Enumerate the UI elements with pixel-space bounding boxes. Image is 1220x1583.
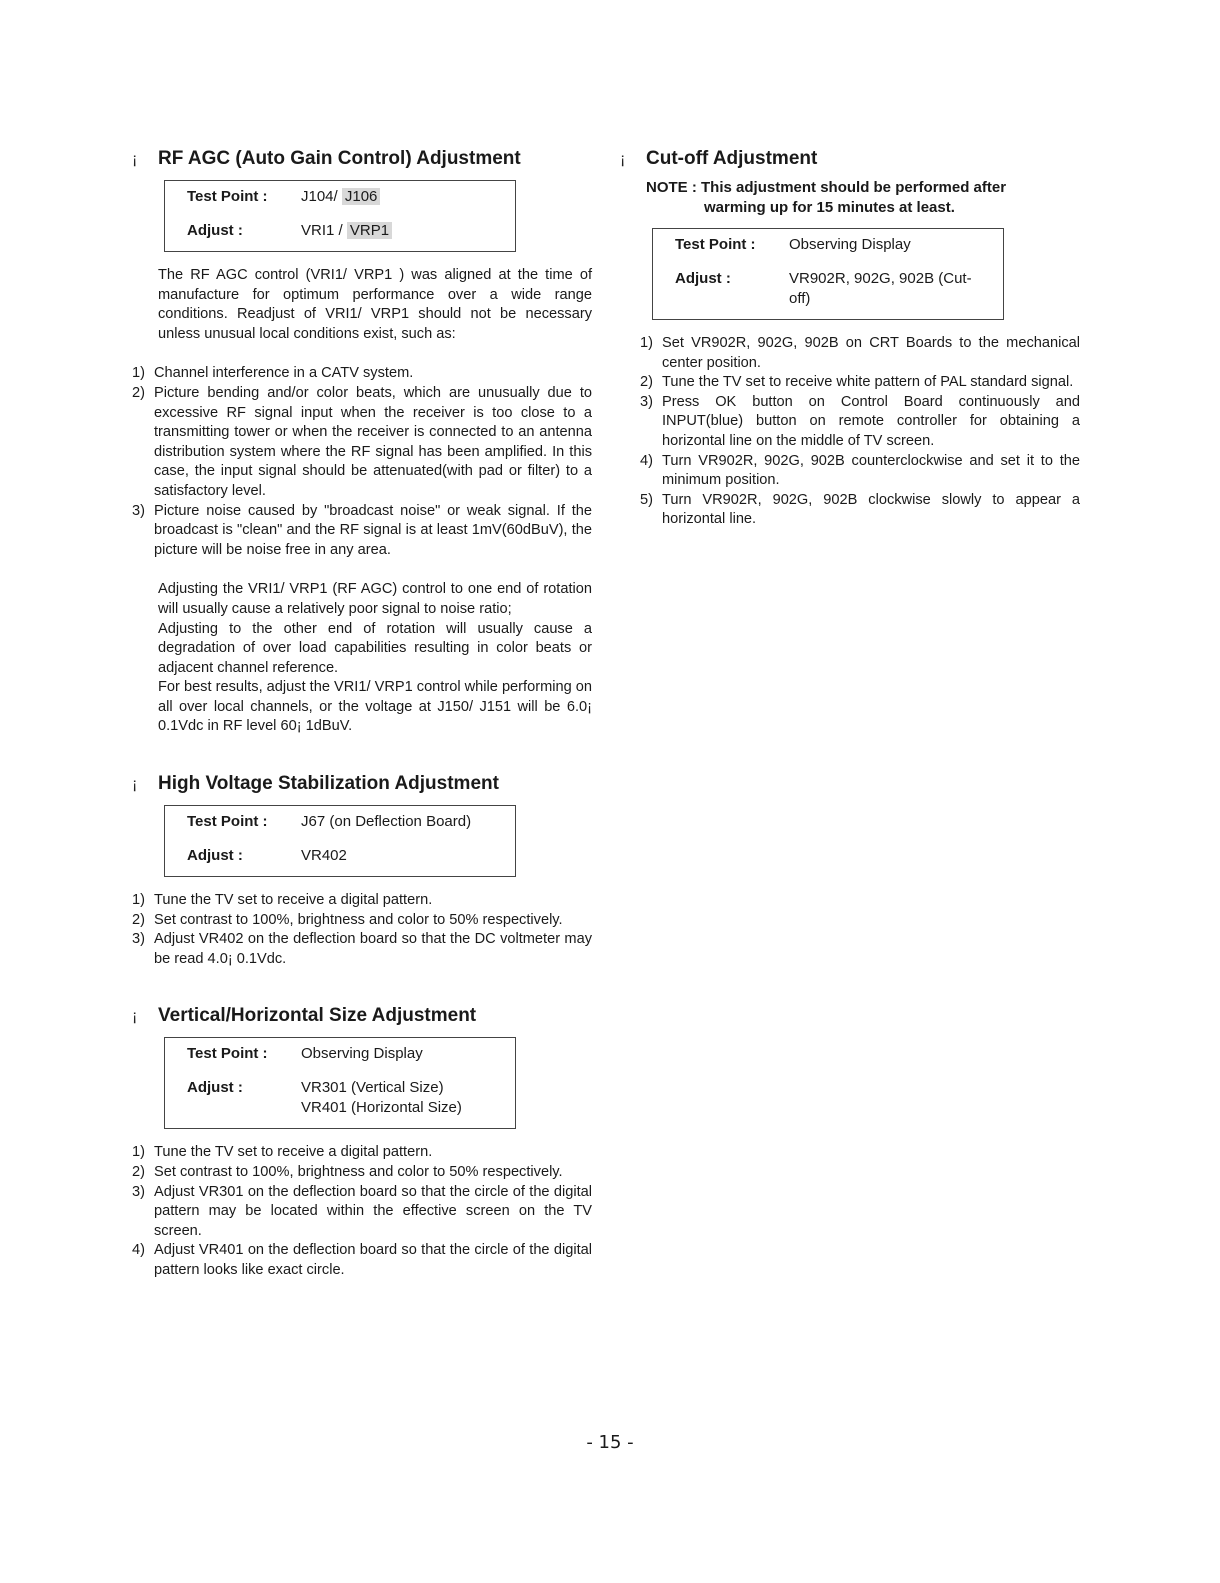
high-voltage-title: High Voltage Stabilization Adjustment [158,773,499,795]
rf-agc-spec-box [164,180,516,252]
test-point-label: Test Point : [675,236,756,253]
list-item: 5) Turn VR902R, 902G, 902B clockwise slowly to appear a horizontal line. [640,491,1080,528]
cutoff-heading [620,148,1080,170]
test-point-value [301,187,499,207]
test-point-value: Observing Display [301,1045,423,1063]
adjust-value-2: VR401 (Horizontal Size) [301,1099,462,1117]
list-item: 2) Tune the TV set to receive white pattern of PAL standard signal. [640,374,1074,391]
note-text-1: This adjustment should be performed after [701,179,1007,196]
test-point-value: Observing Display [789,236,911,253]
test-point-label: Test Point : [187,188,268,205]
rf-agc-outro-2: Adjusting to the other end of rotation will usually cause a degradation of over load capabilities resulting in color beats or adjacent channel reference. [158,620,592,676]
adjust-label: Adjust : [675,270,731,287]
list-item: 1) Tune the TV set to receive a digital pattern. [132,1144,433,1161]
section-bullet: ¡ [132,151,138,168]
adjust-label: Adjust : [187,222,243,239]
adjust-row [187,221,499,241]
rf-agc-outro-1: Adjusting the VRI1/ VRP1 (RF AGC) control to one end of rotation will usually cause a relatively poor signal to noise ratio; [158,581,592,617]
section-bullet: ¡ [132,1008,138,1026]
high-voltage-section [132,773,592,969]
list-item: 3) Adjust VR402 on the deflection board so that the DC voltmeter may be read 4.0¡ 0.1Vdc. [132,931,592,967]
adjust-row [187,1078,499,1118]
high-voltage-list [132,891,592,969]
test-point-row [187,812,499,832]
adjust-value [301,1078,499,1118]
rf-agc-title: RF AGC (Auto Gain Control) Adjustment [158,148,521,169]
rf-agc-list [132,364,592,560]
size-spec-box [164,1037,516,1129]
high-voltage-heading [132,773,592,795]
list-item: 1) Tune the TV set to receive a digital pattern. [132,892,433,909]
left-column [132,148,592,1281]
cutoff-title: Cut-off Adjustment [646,148,818,169]
adjust-value: VR902R, 902G, 902B (Cut-off) [789,270,972,307]
test-point-value-b: J106 [342,188,381,205]
list-item: 3) Press OK button on Control Board continuously and INPUT(blue) button on remote controller for obtaining a horizontal line on the middle of TV screen. [640,393,1080,449]
test-point-row [187,1044,499,1064]
list-item: 4) Adjust VR401 on the deflection board so that the circle of the digital pattern looks like exact circle. [132,1242,592,1278]
list-item: 1) Channel interference in a CATV system. [132,365,414,382]
adjust-row [675,269,987,309]
section-bullet: ¡ [132,776,138,794]
cutoff-list [640,334,1080,530]
rf-agc-intro: The RF AGC control (VRI1/ VRP1 ) was aligned at the time of manufacture for optimum performance over a wide range conditions. Readjust of VRI1/ VRP1 should not be necessary unless unusual local conditions exist, such as: [158,267,592,342]
list-item: 4) Turn VR902R, 902G, 902B counterclockwise and set it to the minimum position. [640,452,1080,489]
test-point-label: Test Point : [187,1045,268,1063]
adjust-value [301,221,499,241]
adjust-value-a: VRI1 / [301,222,343,239]
list-item: 3) Adjust VR301 on the deflection board so that the circle of the digital pattern may be located within the effective screen on the TV screen. [132,1183,592,1239]
size-title: Vertical/Horizontal Size Adjustment [158,1005,477,1027]
cutoff-section [620,148,1080,530]
note-label: NOTE : [646,179,697,196]
adjust-label: Adjust : [187,847,243,865]
test-point-value-a: J104/ [301,188,338,205]
cutoff-note [646,178,1080,218]
list-item: 2) Set contrast to 100%, brightness and color to 50% respectively. [132,1164,563,1181]
test-point-label: Test Point : [187,813,268,831]
note-text-2: warming up for 15 minutes at least. [704,199,955,216]
high-voltage-spec-box [164,805,516,877]
adjust-value-b: VRP1 [347,222,392,239]
test-point-row [675,235,987,255]
adjust-label: Adjust : [187,1079,243,1097]
list-item: 2) Set contrast to 100%, brightness and color to 50% respectively. [132,911,563,928]
adjust-value-1: VR301 (Vertical Size) [301,1079,444,1097]
test-point-row [187,187,499,207]
rf-agc-outro-3: For best results, adjust the VRI1/ VRP1 control while performing on all over local channels, or the voltage at J150/ J151 will be 6.0¡ 0.1Vdc in RF level 60¡ 1dBuV. [158,679,592,735]
cutoff-spec-box [652,228,1004,320]
right-column [620,148,1080,530]
section-bullet: ¡ [620,151,626,168]
rf-agc-section [132,148,592,737]
adjust-value: VR402 [301,847,347,865]
list-item: 3) Picture noise caused by "broadcast noise" or weak signal. If the broadcast is "clean" and the RF signal is at least 1mV(60dBuV), the picture will be noise free in any area. [132,502,592,558]
size-heading [132,1005,592,1027]
page-number: - 15 - [586,1432,634,1453]
size-section [132,1005,592,1280]
test-point-value: J67 (on Deflection Board) [301,813,472,831]
adjust-row [187,846,499,866]
list-item: 2) Picture bending and/or color beats, which are unusually due to excessive RF signal input when the receiver is too close to a transmitting tower or when the receiver is connected to an antenna distribution system where the RF signal has been amplified. In this case, the input signal should be attenuated(with pad or filter) to a satisfactory level. [132,384,592,499]
list-item: 1) Set VR902R, 902G, 902B on CRT Boards to the mechanical center position. [640,335,1080,371]
size-list [132,1143,592,1280]
rf-agc-heading [132,148,592,170]
